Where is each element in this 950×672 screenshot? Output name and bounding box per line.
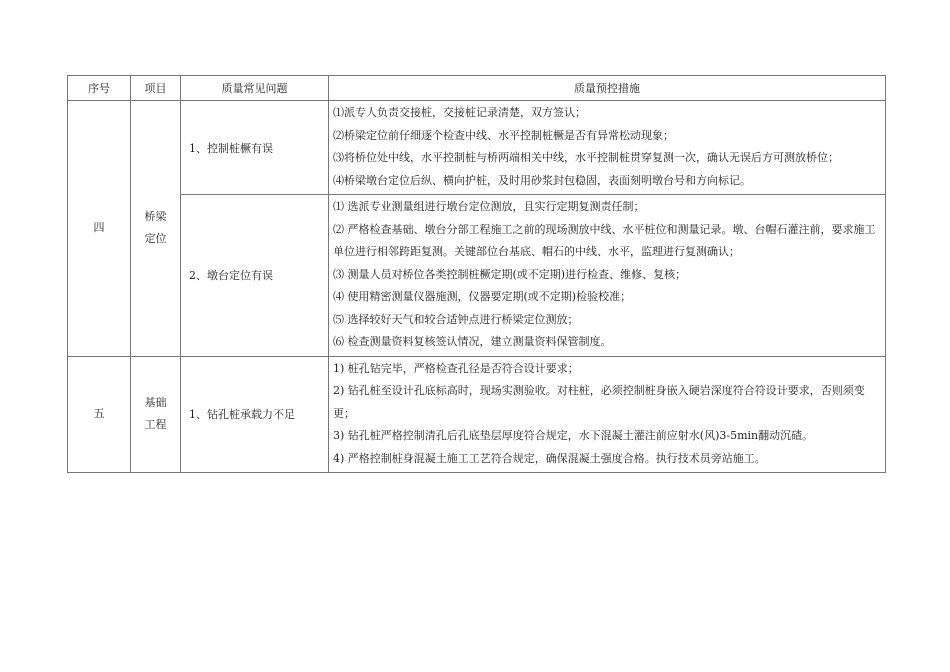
header-no: 序号 bbox=[68, 76, 131, 101]
measure-item: 2) 钻孔桩至设计孔底标高时，现场实测验收。对柱桩，必须控制桩身嵌入硬岩深度符合符设计要求，否则须变更； bbox=[333, 384, 865, 420]
header-problem: 质量常见问题 bbox=[181, 76, 329, 101]
row-number: 五 bbox=[68, 356, 131, 473]
problem-cell: 1、控制桩橛有误 bbox=[181, 101, 329, 195]
measures-cell bbox=[329, 101, 886, 195]
measure-item: ⑴派专人负责交接桩，交接桩记录清楚，双方签认； bbox=[333, 106, 586, 119]
header-item: 项目 bbox=[131, 76, 181, 101]
table-row bbox=[68, 195, 886, 357]
measure-item: 4) 严格控制桩身混凝土施工工艺符合规定，确保混凝土强度合格。执行技术员旁站施工。 bbox=[333, 451, 766, 465]
measure-item: 3) 钻孔桩严格控制清孔后孔底垫层厚度符合规定，水下混凝土灌注前应射水(风)3-5min翻动沉碴。 bbox=[333, 429, 814, 442]
measures-cell bbox=[329, 356, 886, 473]
problem-cell: 1、钻孔桩承载力不足 bbox=[181, 356, 329, 473]
table-header-row bbox=[68, 76, 886, 101]
measure-item: ⑷ 使用精密测量仪器施测，仪器要定期(或不定期)检验校准； bbox=[333, 290, 632, 303]
problem-cell: 2、墩台定位有误 bbox=[181, 195, 329, 357]
row-item bbox=[131, 101, 181, 357]
row-item bbox=[131, 356, 181, 473]
row-number: 四 bbox=[68, 101, 131, 357]
quality-control-table bbox=[67, 75, 886, 473]
item-line: 桥梁 bbox=[144, 210, 167, 224]
measure-item: ⑶ 测量人员对桥位各类控制桩橛定期(或不定期)进行检查、维修、复核； bbox=[333, 267, 687, 281]
measure-item: ⑶将桥位处中线，水平控制桩与桥两端相关中线，水平控制桩贯穿复测一次，确认无误后方可测放桥位； bbox=[333, 151, 839, 164]
measure-item: ⑴ 选派专业测量组进行墩台定位测放，且实行定期复测责任制； bbox=[333, 200, 645, 213]
measure-item: ⑸ 选择较好天气和较合适钟点进行桥梁定位测放； bbox=[333, 312, 579, 326]
measure-item: ⑵桥梁定位前仔细逐个检查中线、水平控制桩橛是否有异常松动现象； bbox=[333, 128, 674, 142]
measure-item: ⑷桥梁墩台定位后纵、横向护桩，及时用砂浆封包稳固，表面刻明墩台号和方向标记。 bbox=[333, 173, 751, 187]
item-line: 工程 bbox=[144, 418, 167, 432]
measure-item: ⑵ 严格检查基础、墩台分部工程施工之前的现场测放中线、水平桩位和测量记录。墩、台帽石灌注前，要求施工单位进行相邻跨距复测。关键部位台基底、帽石的中线、水平，监理进行复测确认； bbox=[333, 222, 876, 258]
item-line: 定位 bbox=[144, 232, 167, 246]
item-line: 基础 bbox=[144, 396, 167, 410]
measure-item: 1) 桩孔钻完毕，严格检查孔径是否符合设计要求； bbox=[333, 361, 579, 375]
table-row bbox=[68, 356, 886, 473]
table-row bbox=[68, 101, 886, 195]
measure-item: ⑹ 检查测量资料复核签认情况，建立测量资料保管制度。 bbox=[333, 335, 612, 348]
measures-cell bbox=[329, 195, 886, 357]
header-measures: 质量预控措施 bbox=[329, 76, 886, 101]
